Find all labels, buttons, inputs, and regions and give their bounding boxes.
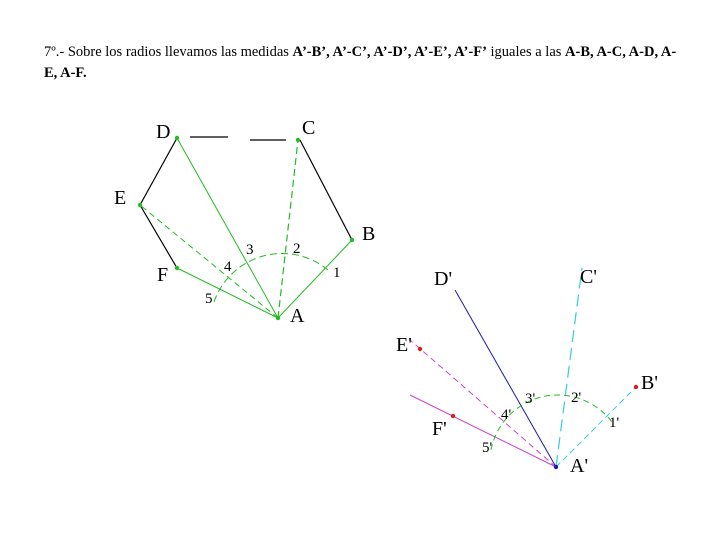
instruction-part-2: A’-B’, A’-C’, A’-D’, A’-E’, A’-F’ xyxy=(292,44,487,60)
point-b xyxy=(350,238,354,242)
arc-number-1: 1 xyxy=(333,265,341,281)
label-e2: E' xyxy=(396,334,412,356)
point-c xyxy=(296,138,300,142)
label-f: F xyxy=(157,264,169,286)
point-d xyxy=(175,136,179,140)
point-e xyxy=(138,203,142,207)
point-a xyxy=(276,316,280,320)
radius-a2-c2 xyxy=(556,268,582,467)
point-a2 xyxy=(554,465,558,469)
figure-2 xyxy=(396,266,658,477)
point-f xyxy=(175,266,179,270)
radius-a2-b2 xyxy=(556,386,637,467)
label-d: D xyxy=(156,121,171,143)
radius-a2-d2 xyxy=(455,290,556,467)
label-c: C xyxy=(302,117,316,139)
label-d2: D' xyxy=(434,268,453,290)
label-a2: A' xyxy=(570,455,589,477)
point-e2 xyxy=(418,347,422,351)
arc-number-2p: 2' xyxy=(571,390,582,406)
arc-number-3: 3 xyxy=(246,242,254,258)
point-b2 xyxy=(634,385,638,389)
label-a: A xyxy=(290,305,305,327)
label-b: B xyxy=(362,223,376,245)
label-f2: F' xyxy=(432,418,447,440)
instruction-part-4: A-B, A-C, A-D, A-E, A-F. xyxy=(44,44,677,81)
arc-number-3p: 3' xyxy=(525,391,536,407)
arc-number-5: 5 xyxy=(205,291,213,307)
arc-number-2: 2 xyxy=(293,241,301,257)
label-b2: B' xyxy=(641,372,658,394)
arc-number-4p: 4' xyxy=(501,407,512,423)
instruction-part-1: 7º.- Sobre los radios llevamos las medidas xyxy=(44,44,293,60)
arc-number-5p: 5' xyxy=(482,440,493,456)
radius-a-c xyxy=(278,140,298,318)
edge-de xyxy=(140,138,177,205)
radius-a-f xyxy=(177,268,278,318)
point-f2 xyxy=(451,414,455,418)
instruction-part-3: iguales a las xyxy=(486,44,566,60)
figure-1 xyxy=(114,117,375,327)
label-e: E xyxy=(114,187,127,209)
edge-ef xyxy=(140,205,177,268)
arc-number-1p: 1' xyxy=(609,415,620,431)
radius-a-d xyxy=(177,138,278,318)
edge-cb xyxy=(300,140,352,240)
arc-number-4: 4 xyxy=(224,259,232,275)
label-c2: C' xyxy=(580,266,597,288)
